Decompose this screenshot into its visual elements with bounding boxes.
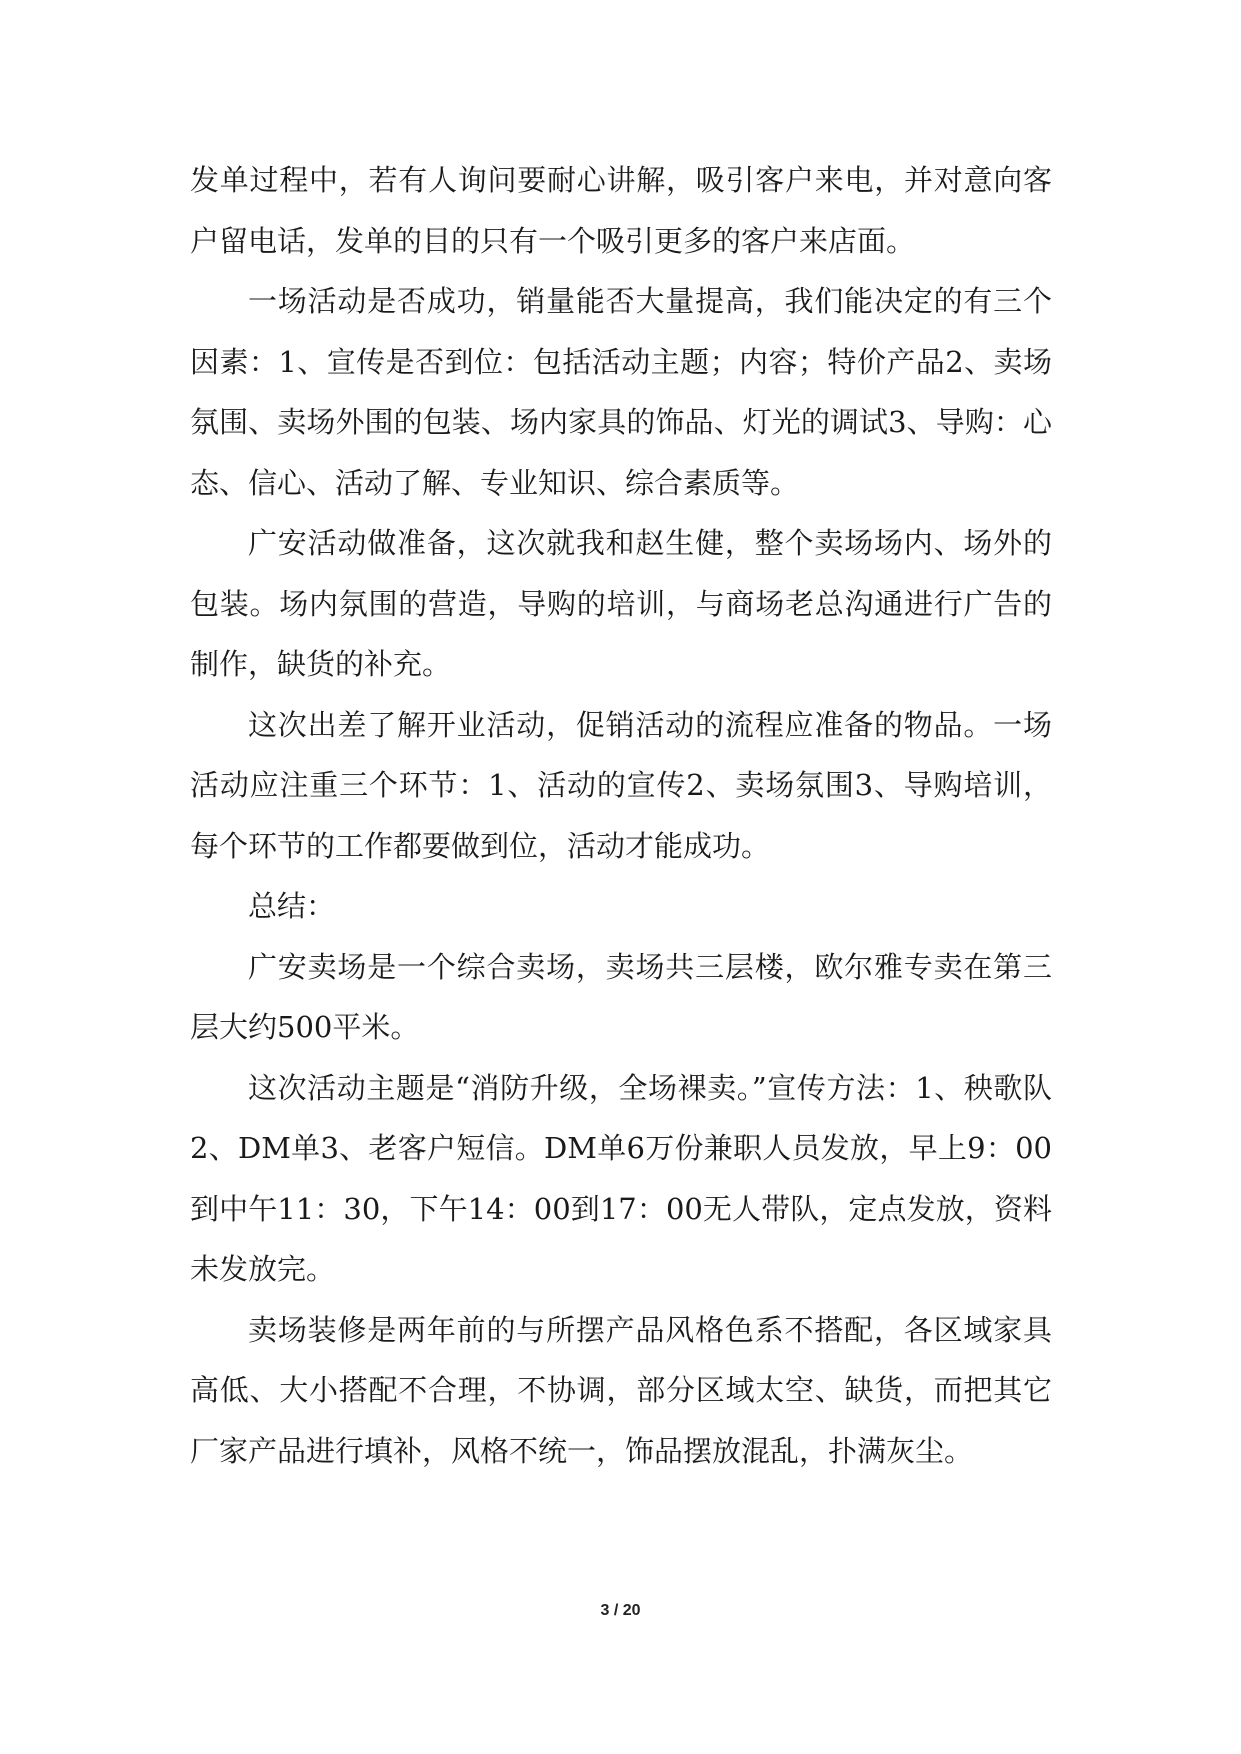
- paragraph-4: 这次出差了解开业活动，促销活动的流程应准备的物品。一场活动应注重三个环节：1、活动的宣传2、卖场氛围3、导购培训，每个环节的工作都要做到位，活动才能成功。: [190, 707, 1052, 863]
- page-number: 3 / 20: [600, 1602, 641, 1619]
- paragraph-1: 发单过程中，若有人询问要耐心讲解，吸引客户来电，并对意向客户留电话，发单的目的只有一个吸引更多的客户来店面。: [190, 163, 1052, 258]
- paragraph-7: 这次活动主题是“消防升级，全场裸卖。”宣传方法：1、秧歌队2、DM单3、老客户短信。DM单6万份兼职人员发放，早上9：00到中午11：30，下午14：00到17：00无人带队，定点发放，资料未发放完。: [190, 1070, 1052, 1286]
- paragraph-3: 广安活动做准备，这次就我和赵生健，整个卖场场内、场外的包装。场内氛围的营造，导购的培训，与商场老总沟通进行广告的制作，缺货的补充。: [190, 526, 1052, 681]
- paragraph-8: 卖场装修是两年前的与所摆产品风格色系不搭配，各区域家具高低、大小搭配不合理，不协调，部分区域太空、缺货，而把其它厂家产品进行填补，风格不统一，饰品摆放混乱，扑满灰尘。: [190, 1312, 1052, 1468]
- document-body: [190, 150, 1052, 1481]
- paragraph-6: 广安卖场是一个综合卖场，卖场共三层楼，欧尔雅专卖在第三层大约500平米。: [190, 949, 1052, 1044]
- paragraph-5-heading: 总结：: [248, 889, 336, 923]
- paragraph-2: 一场活动是否成功，销量能否大量提高，我们能决定的有三个因素：1、宣传是否到位：包括活动主题；内容；特价产品2、卖场氛围、卖场外围的包装、场内家具的饰品、灯光的调试3、导购：心态、信心、活动了解、专业知识、综合素质等。: [190, 284, 1052, 500]
